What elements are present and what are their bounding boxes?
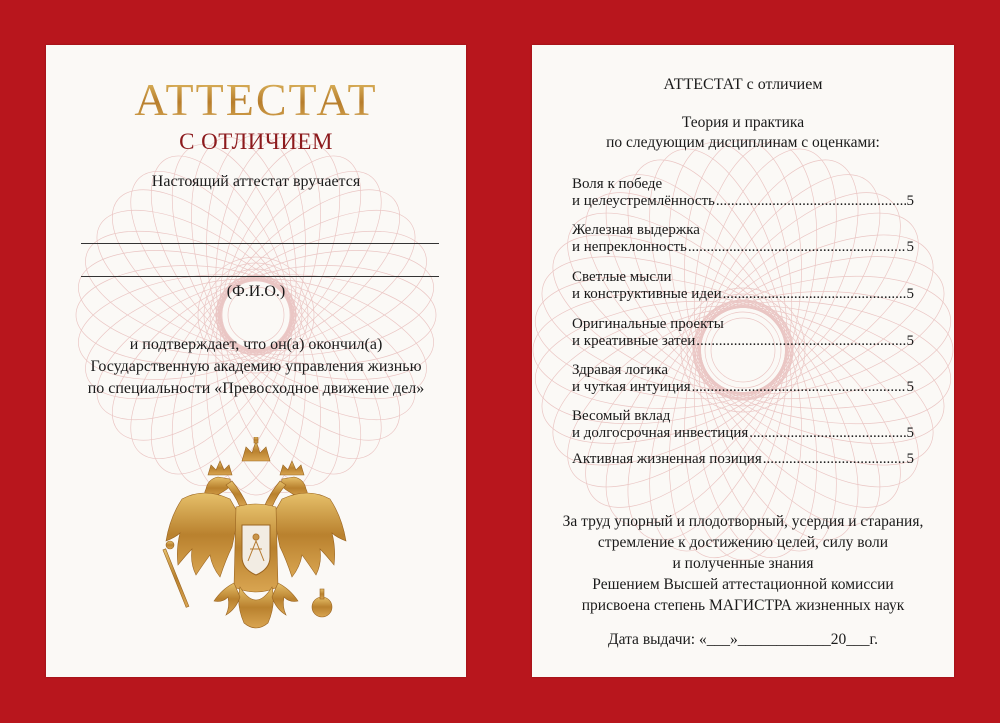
certificate-subtitle: С ОТЛИЧИЕМ (179, 129, 333, 154)
double-headed-eagle-emblem (156, 437, 356, 649)
certificate-title: АТТЕСТАТ (46, 73, 466, 126)
discipline-grade: 5 (906, 286, 914, 302)
name-caption: (Ф.И.О.) (226, 283, 286, 300)
discipline-line-2: и креативные затеи (572, 333, 696, 349)
closing-line-1: За труд упорный и плодотворный, усердия и старания, (562, 513, 924, 530)
discipline-grade: 5 (906, 333, 914, 349)
discipline-grade: 5 (906, 239, 914, 255)
discipline-item (572, 222, 914, 256)
grades-intro (532, 113, 954, 153)
closing-line-3: и полученные знания (672, 555, 814, 572)
confirm-line-3: по специальности «Превосходное движение дел» (87, 380, 425, 397)
closing-statement (532, 511, 954, 616)
discipline-item (572, 269, 914, 303)
leader-dots (763, 451, 906, 468)
discipline-line-1: Воля к победе (572, 176, 663, 192)
leader-dots (716, 193, 906, 210)
closing-line-4: Решением Высшей аттестационной комиссии (592, 576, 894, 593)
discipline-grade: 5 (906, 193, 914, 209)
leader-dots (688, 239, 906, 256)
leader-dots (696, 333, 905, 350)
discipline-line-1: Здравая логика (572, 362, 669, 378)
grades-intro-line-1: Теория и практика (681, 114, 805, 131)
discipline-grade: 5 (906, 451, 914, 467)
discipline-grade: 5 (906, 379, 914, 395)
discipline-line-2: и целеустремлённость (572, 193, 715, 209)
discipline-line-1: Железная выдержка (572, 222, 700, 238)
leader-dots (723, 286, 906, 303)
presented-line: Настоящий аттестат вручается (151, 173, 361, 190)
discipline-item (572, 176, 914, 210)
confirm-line-1: и подтверждает, что он(а) окончил(а) (129, 336, 383, 353)
name-blank-line-1 (81, 243, 439, 244)
issue-date-line: Дата выдачи: «___»____________20___г. (608, 631, 878, 648)
leader-dots (749, 425, 905, 442)
discipline-line-2: и конструктивные идеи (572, 286, 722, 302)
name-blank-line-2 (81, 276, 439, 277)
discipline-line-1: Светлые мысли (572, 269, 672, 285)
closing-line-5: присвоена степень МАГИСТРА жизненных наук (581, 597, 905, 614)
grades-title: АТТЕСТАТ с отличием (663, 76, 823, 93)
confirm-line-2: Государственную академию управления жизнью (90, 358, 422, 375)
discipline-item (572, 316, 914, 350)
certificate-grades-page (532, 45, 954, 677)
leader-dots (692, 379, 906, 396)
discipline-line-1: Оригинальные проекты (572, 316, 724, 332)
discipline-line-2: Активная жизненная позиция (572, 451, 762, 467)
discipline-line-2: и непреклонность (572, 239, 687, 255)
certificate-cover-page (46, 45, 466, 677)
discipline-item (572, 451, 914, 468)
discipline-item (572, 408, 914, 442)
discipline-grade: 5 (906, 425, 914, 441)
discipline-line-2: и долгосрочная инвестиция (572, 425, 749, 441)
discipline-line-1: Весомый вклад (572, 408, 671, 424)
discipline-line-2: и чуткая интуиция (572, 379, 691, 395)
closing-line-2: стремление к достижению целей, силу воли (597, 534, 889, 551)
discipline-item (572, 362, 914, 396)
grades-intro-line-2: по следующим дисциплинам с оценками: (606, 134, 880, 151)
